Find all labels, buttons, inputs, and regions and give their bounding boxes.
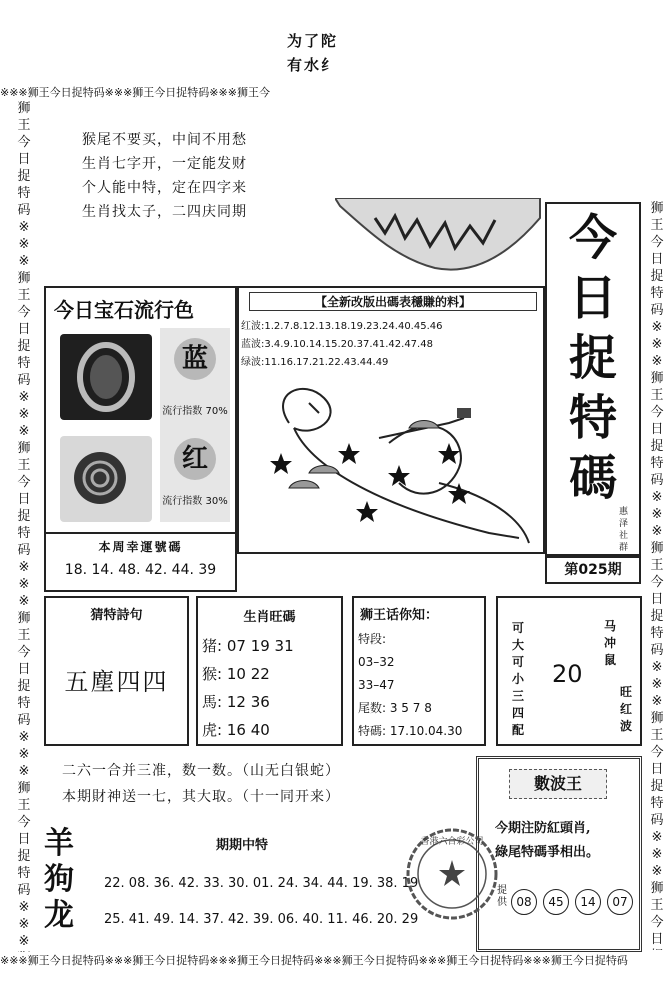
list-item: [202, 716, 294, 744]
gem-panel: [44, 286, 237, 592]
periodic-title: 期期中特: [216, 838, 269, 853]
top-border-strip: ※※※狮王今日捉特码※※※狮王今日捉特码※※※狮王今: [0, 86, 270, 99]
periodic-row: 25. 41. 49. 14. 37. 42. 39. 06. 40. 11. 46. 20. 29: [104, 912, 419, 927]
poem-line: 生肖找太子，二四庆同期: [82, 204, 247, 220]
list-item: [202, 688, 294, 716]
wave-blue: 蓝波:3.4.9.10.14.15.20.37.41.42.47.48: [241, 339, 433, 350]
side-hint-col1: 可大可小三四配: [512, 621, 525, 737]
number-ball: 07: [607, 889, 633, 915]
zodiac-nums: 16 40: [226, 721, 270, 739]
ring-image: [60, 334, 152, 420]
wave-king-line: 今期注防紅頭肖,: [495, 821, 591, 836]
zodiac-label: 猴:: [202, 665, 223, 683]
poem-guess-content: 五塵四四: [64, 668, 169, 696]
color-swatch-panel: [160, 432, 230, 522]
header-line-1: 为了陀: [287, 32, 339, 50]
number-ball-row: [511, 889, 633, 915]
left-border-strip: 狮王今日捉特码※※※狮王今日捉特码※※※狮王今日捉特码※※※狮王今日捉特码※※※狮王今日捉特码※※※: [17, 101, 31, 949]
banner-title: 今日捉特碼: [568, 210, 617, 506]
list-item: 33–47: [358, 678, 395, 692]
zodiac-vertical: 羊狗龙: [44, 826, 74, 933]
poem-line: 生肖七字开，一定能发财: [82, 156, 247, 172]
zodiac-list: [202, 632, 294, 744]
poem-line: 个人能中特，定在四字来: [82, 180, 247, 196]
color-badge-red: 红: [174, 438, 216, 480]
color-swatch-panel: [160, 328, 230, 432]
side-hint-number: 20: [552, 660, 583, 688]
bottom-border-strip: ※※※狮王今日捉特码※※※狮王今日捉特码※※※狮王今日捉特码※※※狮王今日捉特码※※※狮王今日捉特码※※※狮王今日捉特码: [0, 954, 628, 967]
right-border-strip: 狮王今日捉特码※※※狮王今日捉特码※※※狮王今日捉特码※※※狮王今日捉特码※※※狮王今日: [650, 201, 664, 947]
list-item: 特段:: [358, 632, 387, 646]
list-item: 03–32: [358, 655, 395, 669]
number-ball: 08: [511, 889, 537, 915]
side-hint-col3: 旺红波: [620, 685, 633, 733]
tip-line: 本期財神送一七，其大取。（十一同开来）: [62, 789, 340, 805]
lion-tips-list: [358, 628, 462, 743]
popularity-index: 流行指数 70%: [162, 406, 228, 417]
poem-guess-title: 猜特詩句: [90, 608, 143, 623]
header-line-2: 有水纟: [287, 56, 339, 74]
wave-red: 红波:1.2.7.8.12.13.18.19.23.24.40.45.46: [241, 321, 443, 332]
wave-king-box: [476, 756, 642, 952]
waves-heading: 【全新改版出碼表穩賺的料】: [249, 292, 537, 311]
banner-subtitle: 惠泽社群: [619, 507, 629, 553]
poem-line: 猴尾不要买，中间不用愁: [82, 132, 247, 148]
wave-king-line: 綠尾特碼爭相出。: [495, 845, 600, 860]
divider: [46, 532, 235, 534]
number-ball: 45: [543, 889, 569, 915]
zodiac-nums: 10 22: [226, 665, 270, 683]
tip-line: 二六一合并三准，数一数。（山无白银蛇）: [62, 763, 340, 779]
provider-label: 提供: [497, 885, 507, 908]
zodiac-numbers-title: 生肖旺碼: [243, 610, 296, 625]
wave-king-stamp: 數波王: [509, 769, 607, 799]
poem-block: [82, 128, 247, 224]
zodiac-nums: 12 36: [226, 693, 270, 711]
lion-tips-box: [352, 596, 486, 746]
gem-panel-title: 今日宝石流行色: [54, 298, 194, 322]
lucky-number-title: 本周幸運號碼: [98, 540, 183, 554]
waves-panel: [237, 286, 545, 554]
title-banner: [545, 202, 641, 556]
list-item: [202, 660, 294, 688]
periodic-row: 22. 08. 36. 42. 33. 30. 01. 24. 34. 44. 19. 38. 19: [104, 876, 419, 891]
lucky-numbers: 18. 14. 48. 42. 44. 39: [64, 562, 217, 578]
seal-text: 香港六合彩公司: [420, 837, 484, 847]
ring-image: [60, 436, 152, 522]
color-badge-blue: 蓝: [174, 338, 216, 380]
issue-number: 第025期: [545, 556, 641, 584]
zodiac-label: 猪:: [202, 637, 223, 655]
list-item: [202, 632, 294, 660]
zodiac-label: 虎:: [202, 721, 223, 739]
company-seal: [404, 826, 500, 922]
ingot-star-illustration: [249, 383, 539, 548]
list-item: 尾数: 3 5 7 8: [358, 701, 432, 715]
list-item: 特碼: 17.10.04.30: [358, 724, 463, 738]
wave-green: 绿波:11.16.17.21.22.43.44.49: [241, 357, 389, 368]
number-ball: 14: [575, 889, 601, 915]
zodiac-numbers-box: [196, 596, 343, 746]
poem-guess-box: [44, 596, 189, 746]
side-hint-box: [496, 596, 642, 746]
popularity-index: 流行指数 30%: [162, 496, 228, 507]
lion-tips-title: 狮王话你知：: [360, 608, 439, 623]
wave-list: [241, 318, 442, 372]
lion-mane-illustration: [335, 198, 545, 278]
zodiac-nums: 07 19 31: [226, 637, 294, 655]
zodiac-label: 馬:: [202, 693, 223, 711]
side-hint-col2: 马冲鼠: [604, 619, 617, 667]
